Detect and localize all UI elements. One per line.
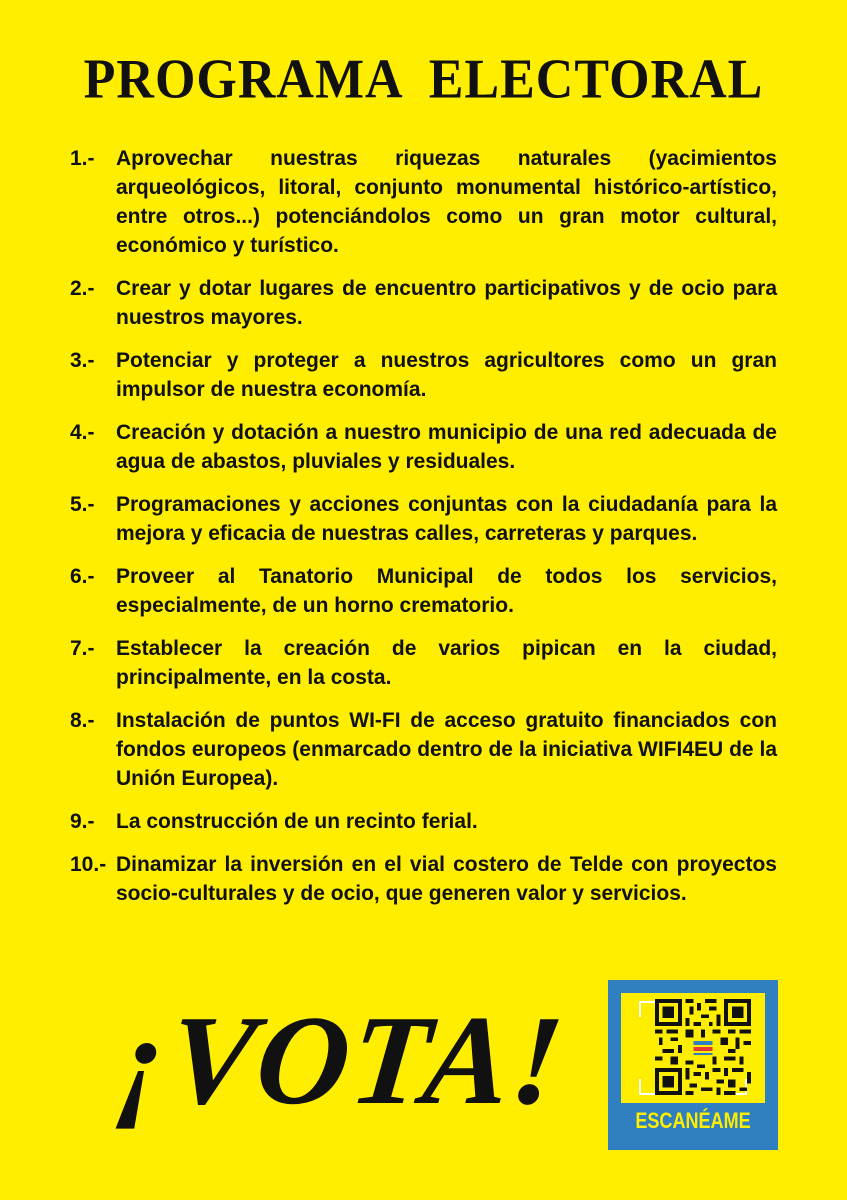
qr-card[interactable]: [608, 980, 778, 1150]
item-text: Creación y dotación a nuestro municipio de una red adecuada de agua de abastos, pluviales y residuales.: [116, 421, 777, 473]
item-text: Establecer la creación de varios pipican en la ciudad, principalmente, en la costa.: [116, 637, 777, 689]
page-title: PROGRAMA ELECTORAL: [83, 48, 764, 111]
item-text: Potenciar y proteger a nuestros agricultores como un gran impulsor de nuestra economía.: [116, 349, 777, 401]
scan-frame-corner: [639, 1001, 655, 1017]
item-text: Crear y dotar lugares de encuentro participativos y de ocio para nuestros mayores.: [116, 277, 777, 329]
item-number: 4.-: [70, 421, 95, 444]
list-item: [70, 706, 777, 793]
list-item: [70, 274, 777, 332]
item-number: 6.-: [70, 565, 95, 588]
list-item: [70, 807, 777, 836]
program-list: [70, 144, 777, 922]
item-number: 10.-: [70, 853, 107, 876]
list-item: [70, 850, 777, 908]
qr-code-icon: [655, 999, 751, 1095]
list-item: [70, 144, 777, 260]
item-number: 5.-: [70, 493, 95, 516]
item-text: Proveer al Tanatorio Municipal de todos los servicios, especialmente, de un horno crematorio.: [116, 565, 777, 617]
list-item: [70, 490, 777, 548]
list-item: [70, 634, 777, 692]
item-number: 9.-: [70, 810, 95, 833]
qr-panel: [621, 993, 765, 1103]
scan-frame-corner: [639, 1079, 655, 1095]
vote-slogan: ¡VOTA!: [110, 989, 572, 1131]
item-text: Dinamizar la inversión en el vial costero de Telde con proyectos socio-culturales y de ocio, que generen valor y servicios.: [116, 853, 777, 905]
item-text: Aprovechar nuestras riquezas naturales (yacimientos arqueológicos, litoral, conjunto monumental histórico-artístico, entre otros...) potenciándolos como un gran motor cultural, económico y turístico.: [116, 147, 777, 257]
item-number: 2.-: [70, 277, 95, 300]
item-number: 1.-: [70, 147, 95, 170]
item-text: La construcción de un recinto ferial.: [116, 810, 478, 833]
scan-me-label: ESCANÉAME: [635, 1108, 751, 1133]
list-item: [70, 346, 777, 404]
item-number: 7.-: [70, 637, 95, 660]
list-item: [70, 562, 777, 620]
item-number: 8.-: [70, 709, 95, 732]
item-text: Instalación de puntos WI-FI de acceso gratuito financiados con fondos europeos (enmarcado dentro de la iniciativa WIFI4EU de la Unión Europea).: [116, 709, 777, 790]
list-item: [70, 418, 777, 476]
item-text: Programaciones y acciones conjuntas con la ciudadanía para la mejora y eficacia de nuestras calles, carreteras y parques.: [116, 493, 777, 545]
item-number: 3.-: [70, 349, 95, 372]
